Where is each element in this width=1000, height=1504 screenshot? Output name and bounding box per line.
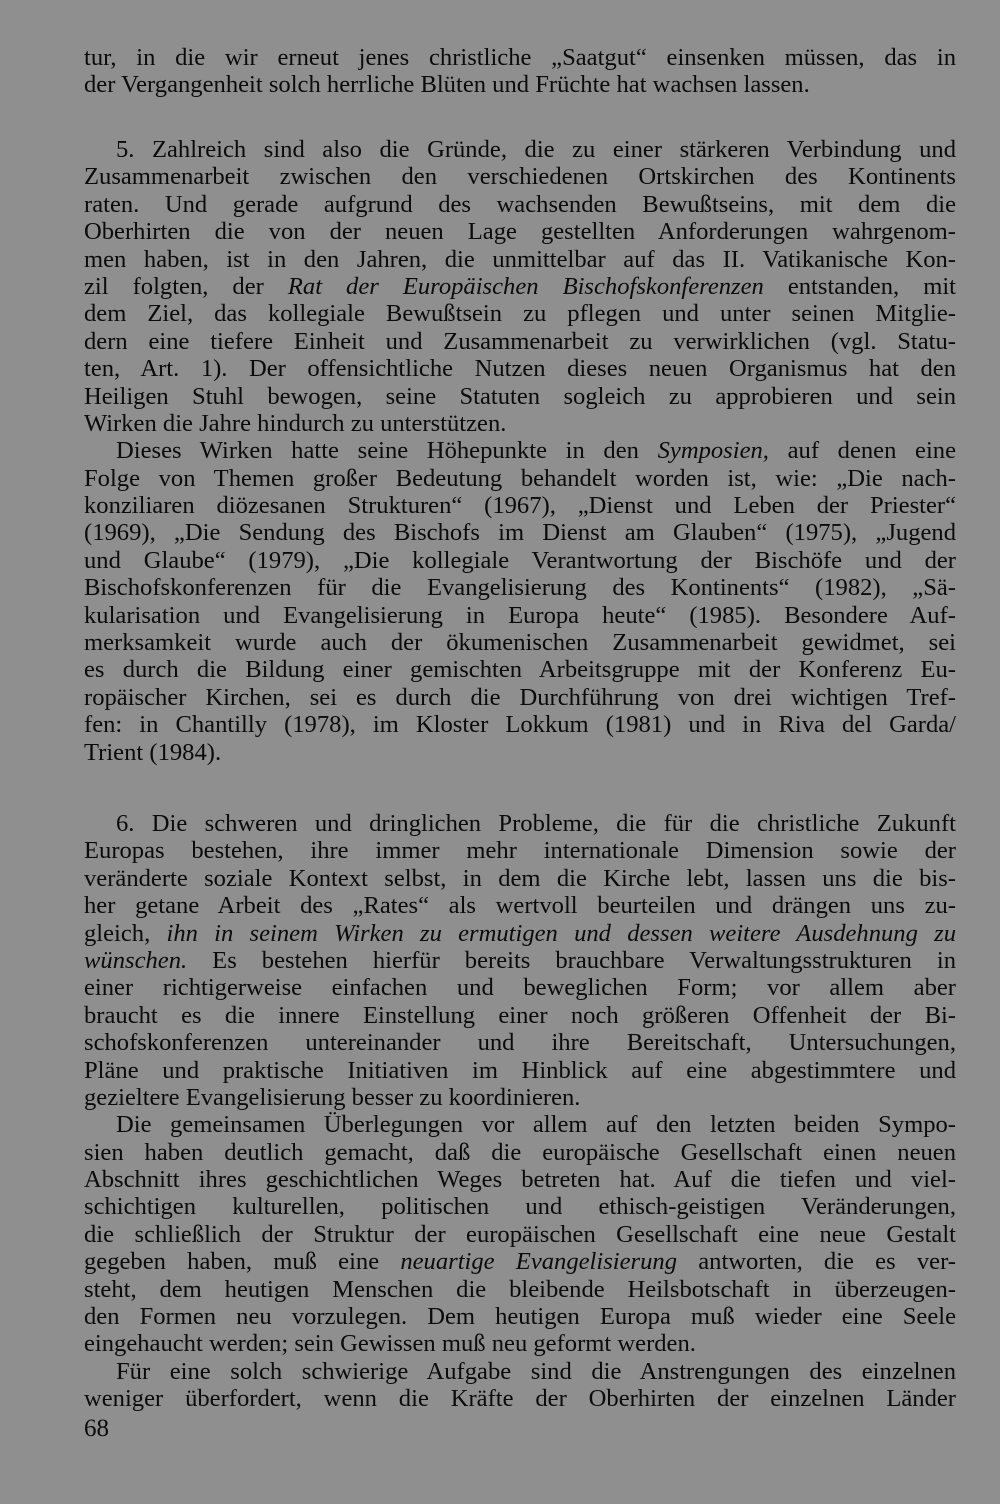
- italic-emphasis: ihn in seinem Wirken zu ermutigen und dessen weitere Ausdehnung zu: [166, 919, 956, 947]
- text-line: und Glaube“ (1979), „Die kollegiale Verantwortung der Bischöfe und der: [84, 546, 956, 574]
- text-line: der Vergangenheit solch herrliche Blüten und Früchte hat wachsen lassen.: [84, 71, 810, 99]
- section-6: [84, 810, 956, 1413]
- text-run: gleich,: [84, 919, 167, 947]
- page-number: 68: [84, 1415, 109, 1442]
- section-5: [84, 136, 956, 766]
- text-line: ropäischer Kirchen, sei es durch die Durchführung von drei wichtigen Tref-: [84, 683, 956, 711]
- text-line: dern eine tiefere Einheit und Zusammenarbeit zu verwirklichen (vgl. Statu-: [84, 327, 956, 355]
- italic-title: Rat der Europäischen Bischofskonferenzen: [287, 272, 764, 300]
- text-line: gezieltere Evangelisierung besser zu koordinieren.: [84, 1083, 581, 1111]
- text-line: Heiligen Stuhl bewogen, seine Statuten sogleich zu approbieren und sein: [84, 382, 956, 410]
- text-line: braucht es die innere Einstellung einer noch größeren Offenheit der Bi-: [84, 1001, 956, 1029]
- text-run: auf denen eine: [768, 437, 956, 465]
- text-run: gegeben haben, muß eine: [84, 1248, 401, 1276]
- text-line: tur, in die wir erneut jenes christliche „Saatgut“ einsenken müssen, das in: [84, 44, 956, 71]
- text-line: schofskonferenzen untereinander und ihre Bereitschaft, Untersuchungen,: [84, 1029, 956, 1057]
- text-run: entstanden, mit: [763, 272, 956, 300]
- text-line: Trient (1984).: [84, 738, 222, 766]
- text-line: [84, 947, 956, 974]
- text-line: die schließlich der Struktur der europäischen Gesellschaft eine neue Gestalt: [84, 1220, 956, 1248]
- text-line: 6. Die schweren und dringlichen Probleme, die für die christliche Zukunft: [116, 810, 956, 837]
- paragraph-continuation: [84, 44, 956, 99]
- text-line: schichtigen kulturellen, politischen und ethisch-geistigen Veränderungen,: [84, 1193, 956, 1221]
- italic-term: Symposien,: [657, 437, 769, 465]
- text-line: Zusammenarbeit zwischen den verschiedenen Ortskirchen des Kontinents: [84, 163, 956, 191]
- text-line: [84, 920, 956, 947]
- italic-term: neuartige Evangelisierung: [400, 1248, 678, 1276]
- text-line: veränderte soziale Kontext selbst, in dem die Kirche lebt, lassen uns die bis-: [84, 864, 956, 892]
- text-line: men haben, ist in den Jahren, die unmittelbar auf das II. Vatikanische Kon-: [84, 245, 956, 273]
- text-line: (1969), „Die Sendung des Bischofs im Dienst am Glauben“ (1975), „Jugend: [84, 519, 956, 547]
- text-line: her getane Arbeit des „Rates“ als wertvoll beurteilen und drängen uns zu-: [84, 892, 956, 920]
- text-line: weniger überfordert, wenn die Kräfte der Oberhirten der einzelnen Länder: [84, 1385, 956, 1413]
- text-line: fen: in Chantilly (1978), im Kloster Lokkum (1981) und in Riva del Garda/: [84, 711, 956, 739]
- text-line: Bischofskonferenzen für die Evangelisierung des Kontinents“ (1982), „Sä-: [84, 574, 956, 602]
- text-line: raten. Und gerade aufgrund des wachsenden Bewußtseins, mit dem die: [84, 190, 956, 218]
- text-line: dem Ziel, das kollegiale Bewußtsein zu pflegen und unter seinen Mitglie-: [84, 300, 956, 328]
- text-line: Abschnitt ihres geschichtlichen Weges betreten hat. Auf die tiefen und viel-: [84, 1166, 956, 1194]
- text-line: konziliaren diözesanen Strukturen“ (1967), „Dienst und Leben der Priester“: [84, 492, 956, 520]
- text-run: zil folgten, der: [84, 272, 288, 300]
- text-line: es durch die Bildung einer gemischten Arbeitsgruppe mit der Konferenz Eu-: [84, 656, 956, 684]
- text-line: Oberhirten die von der neuen Lage gestellten Anforderungen wahrgenom-: [84, 218, 956, 246]
- text-run: Es bestehen hierfür bereits brauchbare Verwaltungsstrukturen in: [187, 946, 956, 974]
- text-line: eingehaucht werden; sein Gewissen muß neu geformt werden.: [84, 1330, 696, 1358]
- italic-emphasis: wünschen.: [84, 946, 188, 974]
- text-line: [84, 1248, 956, 1275]
- text-line: [84, 437, 956, 464]
- text-run: Dieses Wirken hatte seine Höhepunkte in den: [116, 437, 658, 465]
- text-run: antworten, die es ver-: [677, 1248, 956, 1276]
- text-line: Für eine solch schwierige Aufgabe sind die Anstrengungen des einzelnen: [116, 1357, 956, 1385]
- text-line: Die gemeinsamen Überlegungen vor allem auf den letzten beiden Sympo-: [116, 1111, 956, 1139]
- text-line: kularisation und Evangelisierung in Europa heute“ (1985). Besondere Auf-: [84, 601, 956, 629]
- text-line: Wirken die Jahre hindurch zu unterstützen.: [84, 409, 507, 437]
- text-line: Europas bestehen, ihre immer mehr internationale Dimension sowie der: [84, 837, 956, 865]
- text-line: den Formen neu vorzulegen. Dem heutigen Europa muß wieder eine Seele: [84, 1303, 956, 1331]
- text-line: ten, Art. 1). Der offensichtliche Nutzen dieses neuen Organismus hat den: [84, 355, 956, 383]
- text-line: merksamkeit wurde auch der ökumenischen Zusammenarbeit gewidmet, sei: [84, 629, 956, 657]
- text-line: Folge von Themen großer Bedeutung behandelt worden ist, wie: „Die nach-: [84, 464, 956, 492]
- text-line: [84, 273, 956, 300]
- text-line: sien haben deutlich gemacht, daß die europäische Gesellschaft einen neuen: [84, 1138, 956, 1166]
- text-line: einer richtigerweise einfachen und beweglichen Form; vor allem aber: [84, 974, 956, 1002]
- text-line: steht, dem heutigen Menschen die bleibende Heilsbotschaft in überzeugen-: [84, 1275, 956, 1303]
- text-line: 5. Zahlreich sind also die Gründe, die zu einer stärkeren Verbindung und: [116, 136, 956, 163]
- text-line: Pläne und praktische Initiativen im Hinblick auf eine abgestimmtere und: [84, 1056, 956, 1084]
